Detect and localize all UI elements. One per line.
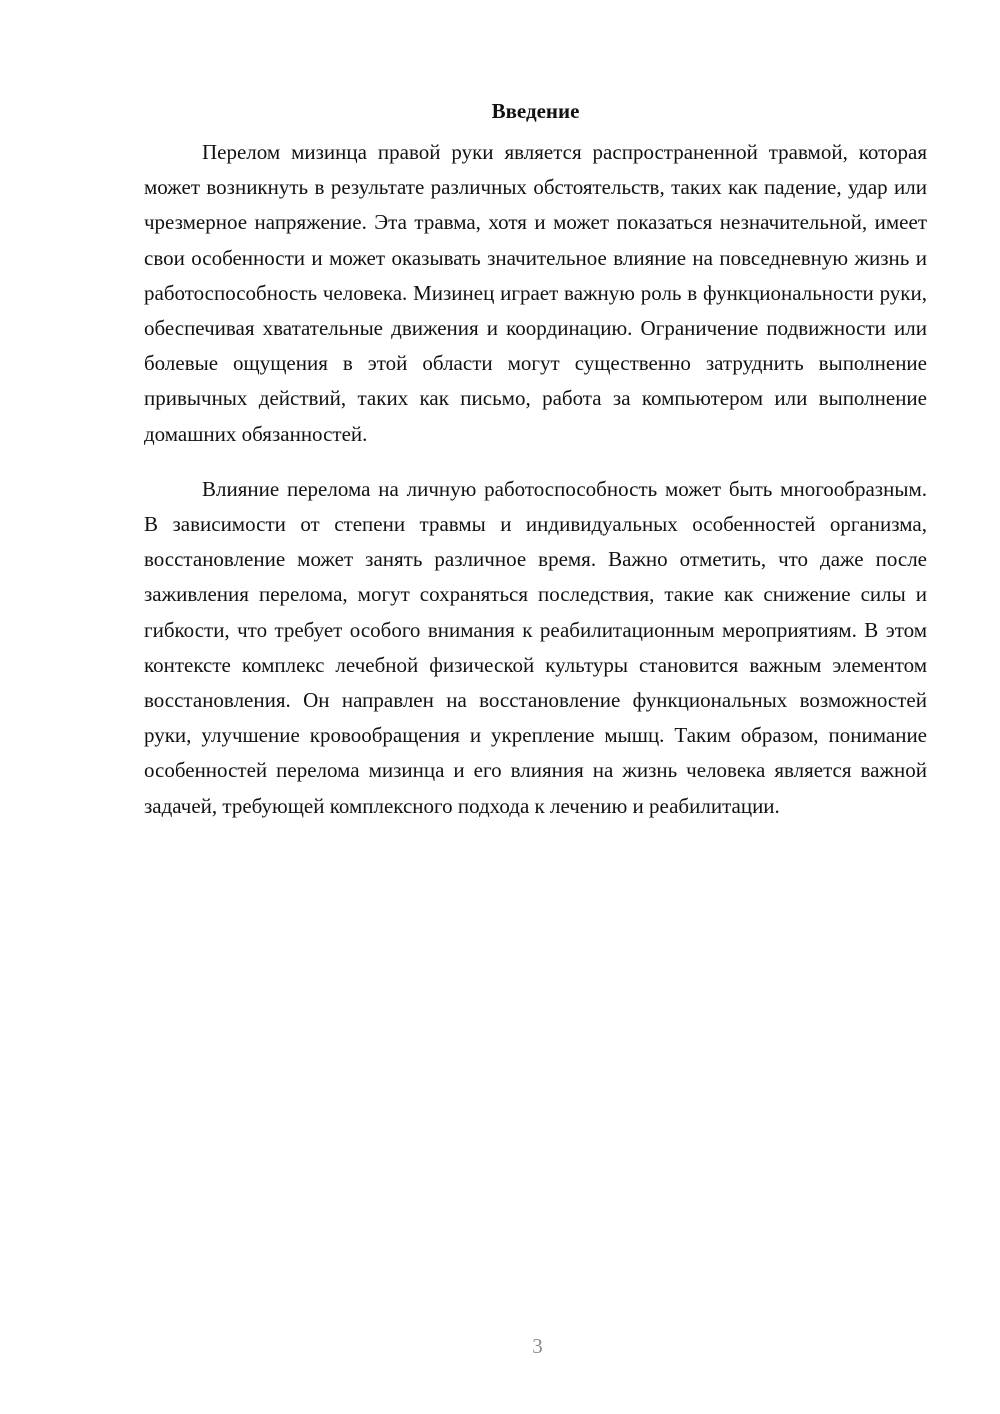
paragraph-2: Влияние перелома на личную работоспособность может быть многообразным. В зависимости от степени травмы и индивидуальных особенностей организма, восстановление может занять различное время. Важно отметить, что даже после заживления перелома, могут сохраняться последствия, такие как снижение силы и гибкости, что требует особого внимания к реабилитационным мероприятиям. В этом контексте комплекс лечебной физической культуры становится важным элементом восстановления. Он направлен на восстановление функциональных возможностей руки, улучшение кровообращения и укрепление мышц. Таким образом, понимание особенностей перелома мизинца и его влияния на жизнь человека является важной задачей, требующей комплексного подхода к лечению и реабилитации. [144,476,927,818]
paragraph-1: Перелом мизинца правой руки является распространенной травмой, которая может возникнуть в результате различных обстоятельств, таких как падение, удар или чрезмерное напряжение. Эта травма, хотя и может показаться незначительной, имеет свои особенности и может оказывать значительное влияние на повседневную жизнь и работоспособность человека. Мизинец играет важную роль в функциональности руки, обеспечивая хватательные движения и координацию. Ограничение подвижности или болевые ощущения в этой области могут существенно затруднить выполнение привычных действий, таких как письмо, работа за компьютером или выполнение домашних обязанностей. [144,140,927,446]
section-heading: Введение [491,99,580,123]
page-number: 3 [532,1334,543,1358]
page-content [144,94,927,824]
